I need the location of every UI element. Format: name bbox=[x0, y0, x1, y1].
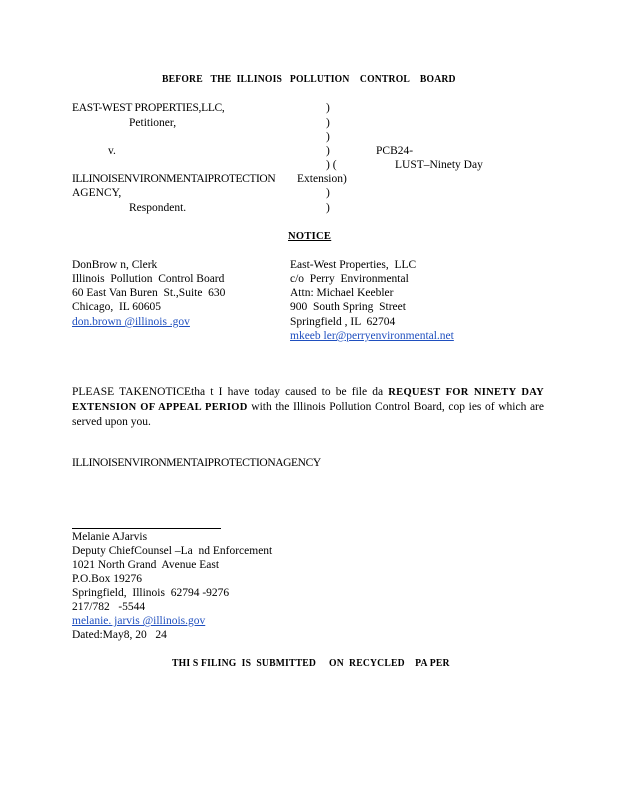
recipient-attn: Attn: Michael Keebler bbox=[290, 287, 394, 299]
petitioner-name: EAST-WEST PROPERTIES,LLC, bbox=[72, 102, 225, 114]
respondent-name-line1: ILLINOISENVIRONMENTAIPROTECTION bbox=[72, 173, 276, 185]
caption-paren-8: ) bbox=[326, 202, 330, 214]
signer-email-link[interactable]: melanie. jarvis @illinois.gov bbox=[72, 615, 206, 627]
caption-paren-7: ) bbox=[326, 187, 330, 199]
signer-name: Melanie AJarvis bbox=[72, 531, 148, 543]
caption-paren-2: ) bbox=[326, 117, 330, 129]
respondent-name-line2: AGENCY, bbox=[72, 187, 122, 199]
signer-title: Deputy ChiefCounsel –La nd Enforcement bbox=[72, 545, 273, 557]
versus-label: v. bbox=[108, 145, 116, 157]
signer-phone: 217/782 -5544 bbox=[72, 601, 146, 613]
signature-date: Dated:May8, 20 24 bbox=[72, 629, 167, 641]
case-number: PCB24- bbox=[376, 145, 414, 157]
petitioner-role: Petitioner, bbox=[129, 117, 177, 129]
notice-paragraph bbox=[72, 385, 544, 429]
signer-address-line1: 1021 North Grand Avenue East bbox=[72, 559, 220, 571]
recipient-address-line1: 900 South Spring Street bbox=[290, 301, 406, 313]
recipient-address-line2: Springfield , IL 62704 bbox=[290, 316, 396, 328]
recycled-paper-notice: THI S FILING IS SUBMITTED ON RECYCLED PA PER bbox=[172, 658, 450, 669]
caption-paren-5: ) ( bbox=[326, 159, 337, 171]
signature-line bbox=[72, 528, 221, 529]
agency-name: ILLINOISENVIRONMENTAIPROTECTIONAGENCY bbox=[72, 457, 321, 469]
recipient-email-link[interactable]: mkeeb ler@perryenvironmental.net bbox=[290, 330, 454, 342]
case-type: LUST–Ninety Day bbox=[395, 159, 483, 171]
caption-paren-4: ) bbox=[326, 145, 330, 157]
notice-paragraph-rest: with the Illinois Pollution Control Board, cop ies of which are served upon you. bbox=[72, 401, 544, 428]
document-title: BEFORE THE ILLINOIS POLLUTION CONTROL BOARD bbox=[162, 74, 456, 85]
signer-pobox: P.O.Box 19276 bbox=[72, 573, 142, 585]
notice-heading: NOTICE bbox=[288, 231, 332, 242]
clerk-email-link[interactable]: don.brown @illinois .gov bbox=[72, 316, 190, 328]
clerk-name: DonBrow n, Clerk bbox=[72, 259, 158, 271]
caption-paren-1: ) bbox=[326, 102, 330, 114]
recipient-care-of: c/o Perry Environmental bbox=[290, 273, 409, 285]
clerk-address-line1: 60 East Van Buren St.,Suite 630 bbox=[72, 287, 226, 299]
respondent-name-line1-extension: Extension) bbox=[297, 173, 347, 185]
caption-paren-3: ) bbox=[326, 131, 330, 143]
respondent-role: Respondent. bbox=[129, 202, 187, 214]
clerk-org: Illinois Pollution Control Board bbox=[72, 273, 225, 285]
notice-paragraph-request: REQUEST FOR NINETY DAY EXTENSION OF APPEAL PERIOD bbox=[72, 387, 544, 413]
notice-paragraph-lead: PLEASE TAKENOTICEtha t I have today caused to be file da bbox=[72, 386, 384, 398]
recipient-name: East-West Properties, LLC bbox=[290, 259, 417, 271]
signer-city: Springfield, Illinois 62794 -9276 bbox=[72, 587, 230, 599]
clerk-address-line2: Chicago, IL 60605 bbox=[72, 301, 162, 313]
